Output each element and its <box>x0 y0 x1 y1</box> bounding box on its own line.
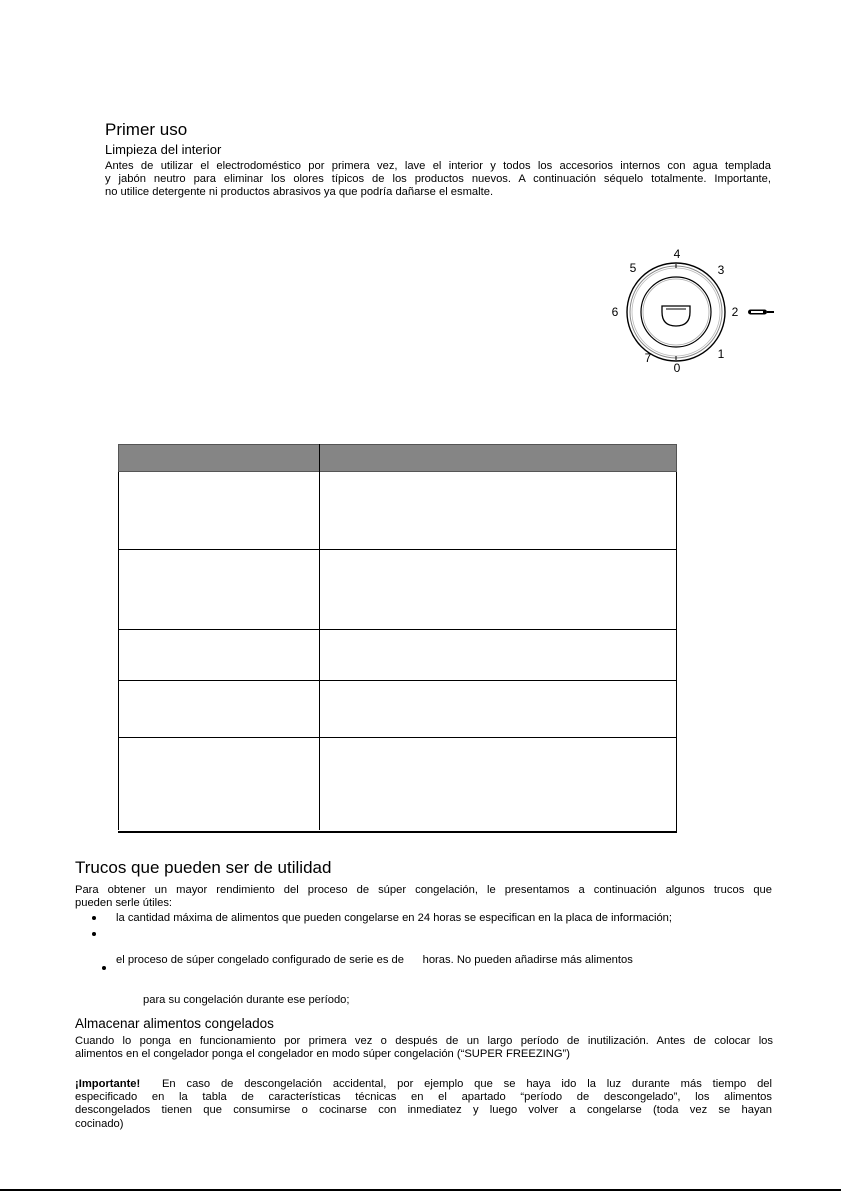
paragraph-line: Antes de utilizar el electrodoméstico por primera vez, lave el interior y todos los accesorios internos con agua templada <box>105 160 771 172</box>
paragraph-line: cocinado) <box>75 1117 124 1130</box>
section-title-primer-uso: Primer uso <box>105 120 188 139</box>
dial-label-5: 5 <box>629 261 637 275</box>
dial-label-7: 7 <box>644 351 652 365</box>
paragraph-line: Cuando lo ponga en funcionamiento por primera vez o después de un largo período de inutilización. Antes de colocar los <box>75 1035 773 1047</box>
table-bottom-border <box>118 831 677 833</box>
importante-first-line: En caso de descongelación accidental, por ejemplo que se haya ido la luz durante más tiempo del <box>161 1078 773 1090</box>
paragraph-line <box>75 1078 772 1091</box>
table-row-divider <box>118 549 677 550</box>
table-header <box>118 444 677 472</box>
section-title-almacenar: Almacenar alimentos congelados <box>75 1016 274 1031</box>
settings-table <box>118 444 677 833</box>
bullet-point <box>92 916 96 920</box>
subsection-title-limpieza: Limpieza del interior <box>105 142 222 157</box>
thermometer-indicator-icon <box>748 308 774 316</box>
dial-label-6: 6 <box>611 305 619 319</box>
dial-label-3: 3 <box>717 263 725 277</box>
bullet-point <box>92 932 96 936</box>
table-left-border <box>118 472 119 830</box>
importante-label: ¡Importante! <box>75 1078 141 1090</box>
list-item <box>116 912 672 925</box>
paragraph-line: pueden serle útiles: <box>75 897 173 910</box>
list-item <box>116 928 633 1020</box>
paragraph-line: descongelados tienen que consumirse o cocinarse con inmediatez y luego volver a congelarse (toda vez se hayan <box>75 1104 772 1117</box>
dial-label-4: 4 <box>673 247 681 261</box>
bullet-point <box>102 966 106 970</box>
section-title-trucos: Trucos que pueden ser de utilidad <box>75 858 332 877</box>
paragraph-line: y jabón neutro para eliminar los olores típicos de los productos nuevos. A continuación séquelo totalmente. Importante, <box>105 173 771 186</box>
thermostat-dial-figure <box>600 240 780 380</box>
table-row-divider <box>118 680 677 681</box>
page-bottom-rule <box>0 1189 841 1191</box>
list-item-line: para su congelación durante ese período; <box>143 994 350 1007</box>
paragraph-line: Para obtener un mayor rendimiento del proceso de súper congelación, le presentamos a continuación algunos trucos que <box>75 884 772 896</box>
paragraph-trucos-intro <box>75 884 772 910</box>
list-item-line: la cantidad máxima de alimentos que pueden congelarse en 24 horas se especifican en la placa de información; <box>116 912 672 924</box>
paragraph-line: especificado en la tabla de características técnicas en el apartado “período de descongelado”, los alimentos <box>75 1091 772 1104</box>
dial-label-0: 0 <box>673 361 681 375</box>
paragraph-limpieza <box>105 160 771 200</box>
list-item-line: el proceso de súper congelado configurado de serie es de horas. No pueden añadirse más alimentos <box>116 954 633 967</box>
paragraph-line: alimentos en el congelador ponga el congelador en modo súper congelación (“SUPER FREEZING”) <box>75 1048 570 1061</box>
dial-label-2: 2 <box>731 305 739 319</box>
table-row-divider <box>118 737 677 738</box>
paragraph-almacenar <box>75 1035 773 1061</box>
table-right-border <box>676 472 677 833</box>
table-row-divider <box>118 629 677 630</box>
table-column-divider <box>319 444 320 830</box>
dial-label-1: 1 <box>717 347 725 361</box>
paragraph-importante <box>75 1078 772 1131</box>
paragraph-line: no utilice detergente ni productos abrasivos ya que podría dañarse el esmalte. <box>105 186 494 199</box>
